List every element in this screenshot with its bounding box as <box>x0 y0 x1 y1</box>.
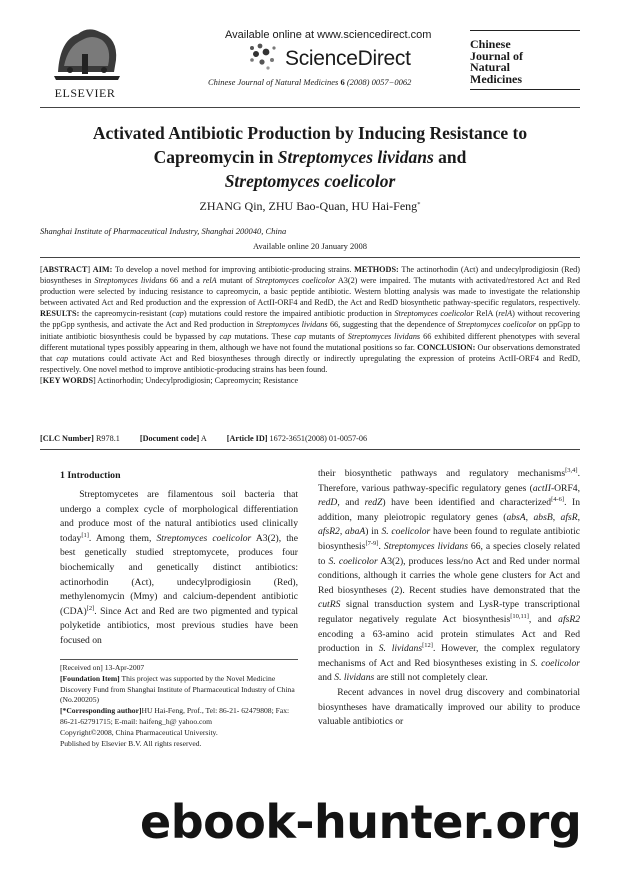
journal-citation-pages: (2008) 0057−0062 <box>344 77 412 87</box>
title-species: Streptomyces lividans <box>277 147 434 167</box>
corresponding-mark: * <box>417 201 421 208</box>
journal-name-line: Medicines <box>470 71 522 86</box>
paragraph: Recent advances in novel drug discovery and combinatorial biosyntheses have dramatically improved our ability to produce valuable antibiotics or <box>318 686 580 728</box>
doc-value: A <box>199 434 207 443</box>
article-id <box>227 434 367 443</box>
article-id-label: [Article ID] <box>226 434 268 443</box>
abstract-top-rule <box>40 257 580 258</box>
available-online-text: Available online at www.sciencedirect.com <box>225 29 432 41</box>
title-line <box>40 169 580 193</box>
affiliation: Shanghai Institute of Pharmaceutical Industry, Shanghai 200040, China <box>40 226 287 236</box>
foundation-label: [Foundation Item] <box>60 673 120 683</box>
received-label: [Received on] <box>60 663 103 672</box>
footnote-rule <box>60 659 298 660</box>
document-code <box>140 434 207 443</box>
section-heading: 1 Introduction <box>60 470 121 481</box>
title-species: Streptomyces coelicolor <box>224 171 396 191</box>
footnote-received <box>60 663 298 674</box>
abstract-block <box>40 264 580 386</box>
received-value: 13-Apr-2007 <box>102 663 145 672</box>
abstract-bottom-rule <box>40 449 580 450</box>
publisher-name: ELSEVIER <box>54 86 116 100</box>
footnote-corresponding <box>60 706 298 728</box>
footnote-published: Published by Elsevier B.V. All rights reserved. <box>60 738 202 748</box>
article-title <box>40 121 580 193</box>
sciencedirect-wordmark: ScienceDirect <box>285 47 411 70</box>
journal-name-line: Natural <box>470 60 510 74</box>
footnotes <box>60 663 298 749</box>
journal-name-box <box>470 30 580 90</box>
clc-value: R978.1 <box>93 434 120 443</box>
journal-citation-volume: 6 <box>340 77 345 87</box>
authors-text: ZHANG Qin, ZHU Bao-Quan, HU Hai-Feng <box>199 199 418 213</box>
sciencedirect-icon <box>246 42 282 72</box>
title-line <box>40 145 580 169</box>
author-list <box>40 199 580 214</box>
header-rule <box>40 107 580 108</box>
watermark: ebook-hunter.org <box>140 795 582 849</box>
footnote-copyright: Copyright©2008, China Pharmaceutical University. <box>60 727 218 737</box>
keywords: [KEY WORDS] Actinorhodin; Undecylprodigiosin; Capreomycin; Resistance <box>40 375 299 385</box>
elsevier-tree-logo <box>48 20 126 82</box>
doc-label: [Document code] <box>139 434 200 443</box>
journal-citation-name: Chinese Journal of Natural Medicines <box>208 77 341 87</box>
title-text: and <box>433 147 467 167</box>
journal-name-line: Journal of <box>470 48 524 63</box>
footnote-foundation <box>60 674 298 706</box>
corresponding-value: HU Hai-Feng, Prof., Tel: 86-21- 62479808; Fax: 86-21-62791715; E-mail: haifeng_h@ yahoo.com <box>60 706 290 726</box>
body-column-right <box>318 467 580 730</box>
corresponding-label: [*Corresponding author] <box>60 706 142 716</box>
journal-citation <box>208 77 411 87</box>
abstract-text: [ABSTRACT] AIM: To develop a novel method for improving antibiotic-producing strains. METHODS: The actinorhodin (Act) and undecylprodigiosin (Red) biosyntheses in Streptomyces lividans 66 and a relA mutant of Streptomyces coelicolor A3(2) were impaired. The mutants with activated/restored Act and Red production were selected by inducing resistance to capreomycin, a basic peptide antibiotic. Western blotting analysis was made to investigate the relationship between activated Act and Red production and the expression of ActII-ORF4 and RedD, the Act and RedD biosynthetic pathway-specific regulators, respectively. RESULTS: the capreomycin-resistant (cap) mutations could restore the impaired antibiotic production in Streptomyces coelicolor RelA (relA) without recovering the ppGpp synthesis, and activate the Act and Red production in Streptomyces lividans 66, suggesting that the dependence of Streptomyces coelicolor on ppGpp to initiate antibiotic biosynthesis could be bypassed by cap mutations. These cap mutants of Streptomyces lividans 66 exhibited different phenotypes with several different mutational types possibly appearing in them, although we have not found the mutational positions so far. CONCLUSION: Our observations demonstrated that cap mutations could activate Act and Red biosyntheses through directly or indirectly upregulating the expression of proteins ActII-ORF4 and RedD, respectively. One novel method to improve antibiotic-producing strains has been found. <box>40 265 581 374</box>
title-line: Activated Antibiotic Production by Inducing Resistance to <box>92 123 528 143</box>
journal-name-line: Chinese <box>470 37 511 51</box>
clc-label: [CLC Number] <box>40 434 94 443</box>
online-date: Available online 20 January 2008 <box>252 241 368 251</box>
paragraph: Streptomycetes are filamentous soil bacteria that undergo a complex cycle of morphological differentiation and produce most of the natural antibiotics used clinically today[1]. Among them, Streptomyces coelicolor A3(2), the best genetically studied streptomycete, produces four biochemically and genetically distinct antibiotics: actinorhodin (Act), undecylprodigiosin (Red), methylenomycin (Mmy) and calcium-dependent antibiotic (CDA)[2]. Since Act and Red are two pigmented and typical polyketide antibiotics, most previous studies have been focused on <box>60 489 298 646</box>
paragraph: their biosynthetic pathways and regulatory mechanisms[3,4]. Therefore, various pathway-specific regulatory genes (actII-ORF4, redD, and redZ) have been identified and characterized[4-6]. In addition, many pleiotropic regulatory genes (absA, absB, afsR, afsR2, abaA) in S. coelicolor have been found to regulate antibiotic biosynthesis[7-9]. Streptomyces lividans 66, a species closely related to S. coelicolor A3(2), produces less/no Act and Red under normal conditions, although it carries the whole gene clusters for Act and Red biosyntheses (2). Recent studies have demonstrated that the cutRS signal transduction system and LysR-type transcriptional regulator negatively regulate Act biosynthesis[10,11], and afsR2 encoding a 63-amino acid protein stimulates Act and Red production in S. lividans[12]. However, the complex regulatory mechanisms of Act and Red biosyntheses existing in S. coelicolor and S. lividans are still not completely clear. <box>318 467 581 684</box>
body-column-left <box>60 488 298 649</box>
article-id-value: 1672-3651(2008) 01-0057-06 <box>267 434 368 443</box>
title-text: Capreomycin in <box>153 147 278 167</box>
clc-number <box>40 434 120 443</box>
article-meta-row <box>40 434 580 443</box>
foundation-value: This project was supported by the Novel Medicine Discovery Fund from Shanghai Institute of Pharmaceutical Industry of China (No.200205) <box>60 673 295 705</box>
